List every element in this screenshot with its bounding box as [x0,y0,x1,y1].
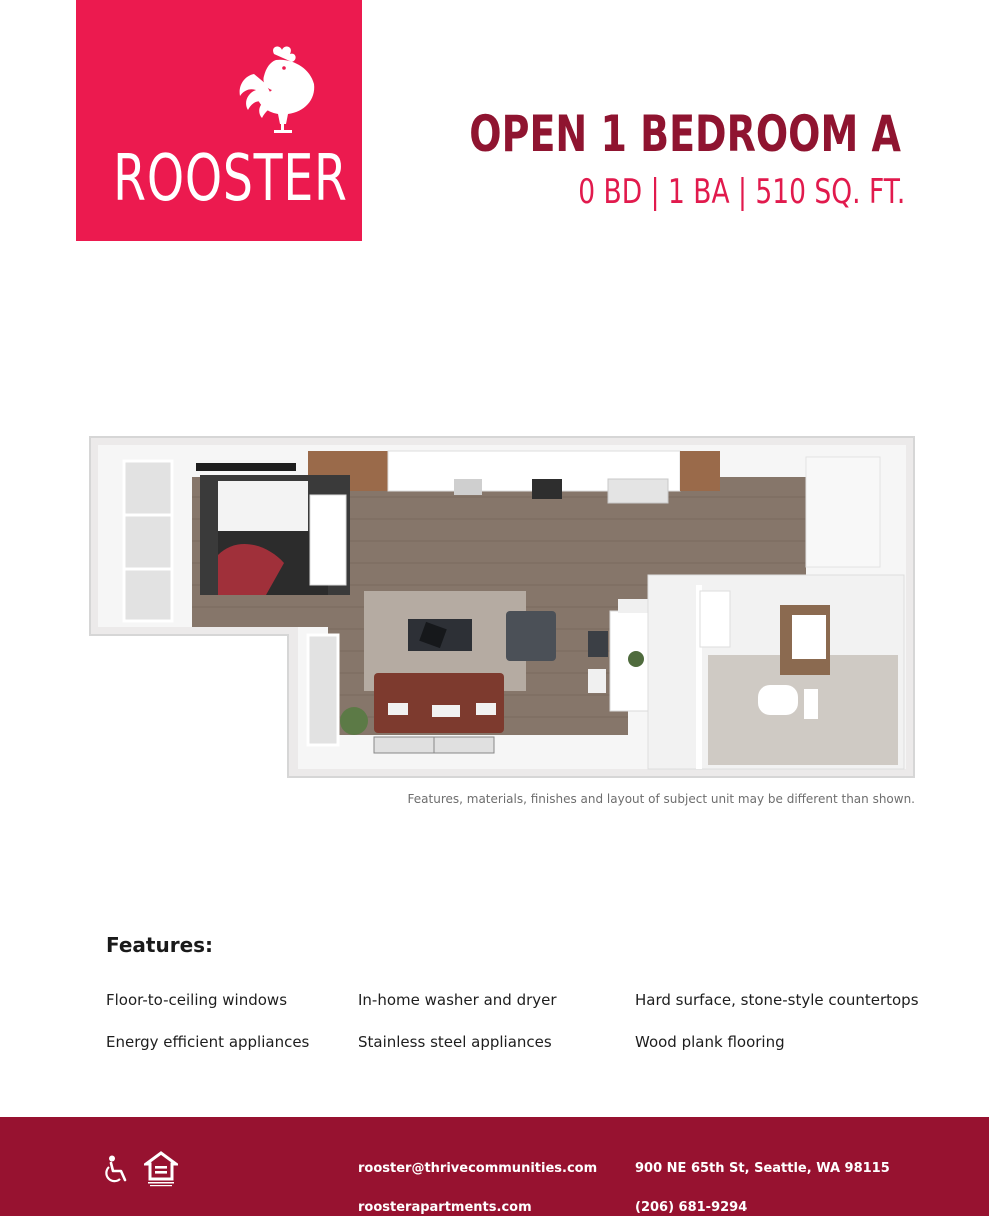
features-heading: Features: [106,933,214,957]
contact-email-link[interactable]: rooster@thrivecommunities.com [358,1161,598,1176]
equal-housing-opportunity-icon [144,1151,178,1187]
wheelchair-accessible-icon [104,1155,130,1183]
footer-bar [0,1117,989,1216]
website-link[interactable]: roosterapartments.com [358,1200,532,1215]
feature-item: Energy efficient appliances [106,1033,310,1051]
floor-plan-image [88,435,916,779]
rooster-icon [236,44,318,136]
feature-item: In-home washer and dryer [358,991,557,1009]
address-text: 900 NE 65th St, Seattle, WA 98115 [635,1161,890,1176]
floor-plan-disclaimer: Features, materials, finishes and layout of subject unit may be different than shown. [407,792,915,806]
feature-item: Hard surface, stone-style countertops [635,991,919,1009]
unit-title: OPEN 1 BEDROOM A [469,105,901,163]
logo-block [76,0,362,241]
logo-wordmark: ROOSTER [113,142,348,216]
feature-item: Wood plank flooring [635,1033,785,1051]
feature-item: Stainless steel appliances [358,1033,552,1051]
phone-text: (206) 681-9294 [635,1200,748,1215]
feature-item: Floor-to-ceiling windows [106,991,288,1009]
unit-details: 0 BD | 1 BA | 510 SQ. FT. [577,172,905,212]
